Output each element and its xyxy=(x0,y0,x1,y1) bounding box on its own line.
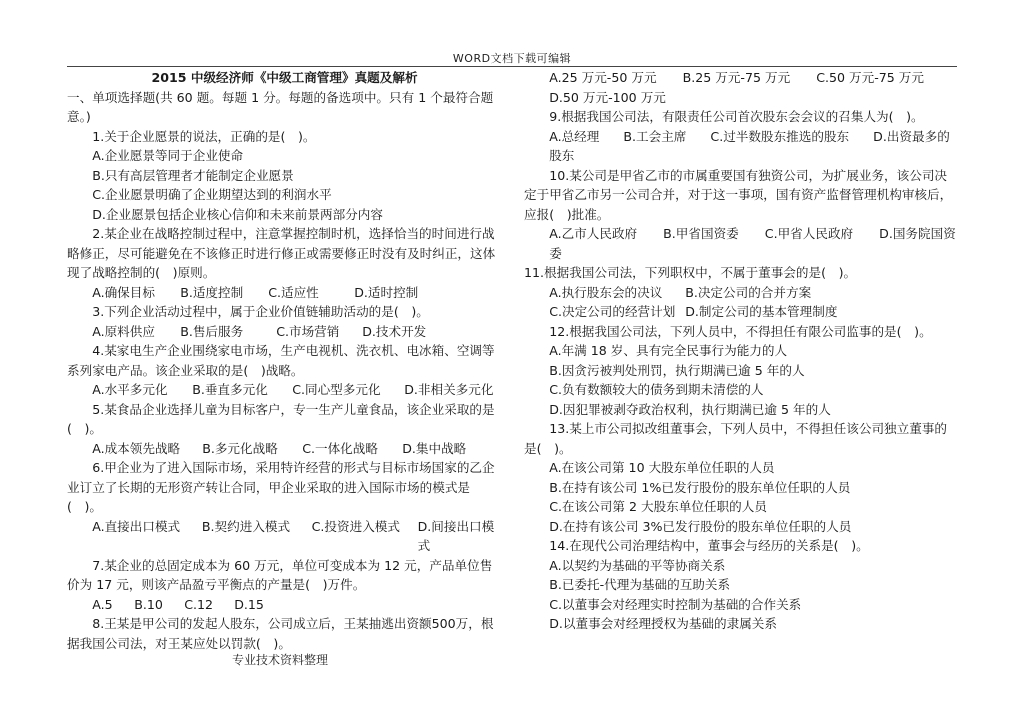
options-row xyxy=(524,283,958,303)
option: D.出资最多的股东 xyxy=(549,128,950,163)
option: D.非相关多元化 xyxy=(404,382,494,397)
option: D.企业愿景包括企业核心信仰和未来前景两部分内容 xyxy=(92,206,383,222)
option: B.10 xyxy=(134,596,163,612)
option: A.企业愿景等同于企业使命 xyxy=(92,148,244,163)
options-row xyxy=(67,439,502,459)
option: D.间接出口模式 xyxy=(417,518,495,553)
option: B.垂直多元化 xyxy=(192,382,268,397)
option: C.在该公司第 2 大股东单位任职的人员 xyxy=(549,499,767,514)
right-column xyxy=(524,68,958,634)
section-heading: 一、单项选择题(共 60 题。每题 1 分。每题的备选项中。只有 1 个最符合题意。) xyxy=(67,89,494,124)
question-6: 6.甲企业为了进入国际市场，采用特许经营的形式与目标市场国家的乙企业订立了长期的无形资产转让合同，甲企业采取的进入国际市场的模式是( )。 xyxy=(67,460,495,514)
option: C.以董事会对经理实时控制为基础的合作关系 xyxy=(549,596,802,612)
option: D.技术开发 xyxy=(362,323,427,339)
option: D.在持有该公司 3%已发行股份的股东单位任职的人员 xyxy=(549,518,852,534)
left-column xyxy=(67,68,502,653)
question-7: 7.某企业的总固定成本为 60 万元，单位可变成本为 12 元，产品单位售价为 17 元，则该产品盈亏平衡点的产量是( )万件。 xyxy=(67,557,493,592)
option: B.多元化战略 xyxy=(202,440,278,456)
options-row xyxy=(67,283,502,303)
option: D.因犯罪被剥夺政治权利，执行期满已逾 5 年的人 xyxy=(549,401,831,417)
option: A.总经理 xyxy=(549,128,600,144)
page-header: WORD文档下载可编辑 xyxy=(452,52,572,65)
option: B.契约进入模式 xyxy=(201,518,291,534)
option: C.投资进入模式 xyxy=(311,518,400,534)
question-12: 12.根据我国公司法，下列人员中，不得担任有限公司监事的是( )。 xyxy=(549,323,932,339)
option: C.12 xyxy=(184,596,214,612)
option: D.15 xyxy=(234,596,264,612)
option: B.因贪污被判处刑罚，执行期满已逾 5 年的人 xyxy=(549,362,805,378)
option: D.以董事会对经理授权为基础的隶属关系 xyxy=(549,616,777,631)
option: B.决定公司的合并方案 xyxy=(685,284,812,300)
document-title: 2015 中级经济师《中级工商管理》真题及解析 xyxy=(151,70,418,85)
options-row xyxy=(524,302,958,322)
question-8: 8.王某是甲公司的发起人股东，公司成立后，王某抽逃出资额500万，根据我国公司法，对王某应处以罚款( )。 xyxy=(67,616,494,651)
option: C.决定公司的经营计划 xyxy=(549,304,676,319)
option: A.水平多元化 xyxy=(92,382,168,397)
option: B.适度控制 xyxy=(180,284,244,300)
option: A.年满 18 岁、具有完全民事行为能力的人 xyxy=(549,343,788,358)
option: A.以契约为基础的平等协商关系 xyxy=(549,557,726,573)
option: B.在持有该公司 1%已发行股份的股东单位任职的人员 xyxy=(549,479,851,495)
options-row xyxy=(67,517,502,556)
option: A.原料供应 xyxy=(92,323,155,339)
option: D.适时控制 xyxy=(354,284,419,300)
options-row xyxy=(67,595,502,615)
option: C.一体化战略 xyxy=(302,440,378,456)
question-5: 5.某食品企业选择儿童为目标客户，专一生产儿童食品，该企业采取的是( )。 xyxy=(67,401,495,436)
option: C.50 万元-75 万元 xyxy=(816,70,924,85)
question-9: 9.根据我国公司法，有限责任公司首次股东会会议的召集人为( )。 xyxy=(549,109,924,124)
option: B.已委托-代理为基础的互助关系 xyxy=(549,577,731,592)
options-row xyxy=(67,322,502,342)
option: D.国务院国资委 xyxy=(549,226,956,261)
option: B.工会主席 xyxy=(623,128,687,144)
option: A.执行股东会的决议 xyxy=(549,284,663,300)
question-9-options xyxy=(524,127,958,166)
option: D.制定公司的基本管理制度 xyxy=(685,304,838,319)
question-8-options xyxy=(524,68,958,107)
option: A.在该公司第 10 大股东单位任职的人员 xyxy=(549,460,775,475)
option: A.乙市人民政府 xyxy=(549,226,638,241)
question-10: 10.某公司是甲省乙市的市属重要国有独资公司，为扩展业务，该公司决定于甲省乙市另一公司合并，对于这一事项，国有资产监督管理机构审核后，应报( )批准。 xyxy=(524,167,953,222)
option: A.成本领先战略 xyxy=(92,440,181,456)
options-row xyxy=(67,380,502,400)
option: D.50 万元-100 万元 xyxy=(549,89,666,105)
question-3: 3.下列企业活动过程中，属于企业价值链辅助活动的是( )。 xyxy=(92,304,429,319)
option: B.甲省国资委 xyxy=(663,226,739,241)
question-11: 11.根据我国公司法，下列职权中，不属于董事会的是( )。 xyxy=(524,265,857,280)
option: A.5 xyxy=(92,596,113,612)
option: B.售后服务 xyxy=(180,323,244,339)
option: A.直接出口模式 xyxy=(92,518,181,534)
page-footer: 专业技术资料整理 xyxy=(232,653,329,667)
option: C.过半数股东推选的股东 xyxy=(710,128,850,144)
option: C.适应性 xyxy=(268,284,319,300)
question-1: 1.关于企业愿景的说法，正确的是( )。 xyxy=(92,128,316,144)
option: C.企业愿景明确了企业期望达到的利润水平 xyxy=(92,187,332,202)
header-divider xyxy=(67,66,957,67)
option: C.同心型多元化 xyxy=(292,382,381,397)
question-13: 13.某上市公司拟改组董事会，下列人员中，不得担任该公司独立董事的是( )。 xyxy=(524,421,948,456)
question-10-options xyxy=(524,224,958,263)
option: D.集中战略 xyxy=(402,440,467,456)
question-4: 4.某家电生产企业围绕家电市场，生产电视机、洗衣机、电冰箱、空调等系列家电产品。该企业采取的是( )战略。 xyxy=(67,343,495,378)
option: B.只有高层管理者才能制定企业愿景 xyxy=(92,167,294,183)
option: A.确保目标 xyxy=(92,284,155,300)
option: A.25 万元-50 万元 xyxy=(549,70,657,85)
option: C.甲省人民政府 xyxy=(764,226,854,241)
question-2: 2.某企业在战略控制过程中，注意掌握控制时机，选择恰当的时间进行战略修正，尽可能避免在不该修正时进行修正或需要修正时没有及时纠正，这体现了战略控制的( )原则。 xyxy=(67,226,496,280)
option: C.负有数额较大的债务到期未清偿的人 xyxy=(549,382,764,397)
question-14: 14.在现代公司治理结构中，董事会与经历的关系是( )。 xyxy=(549,538,869,553)
option: C.市场营销 xyxy=(276,323,340,339)
option: B.25 万元-75 万元 xyxy=(682,70,791,85)
